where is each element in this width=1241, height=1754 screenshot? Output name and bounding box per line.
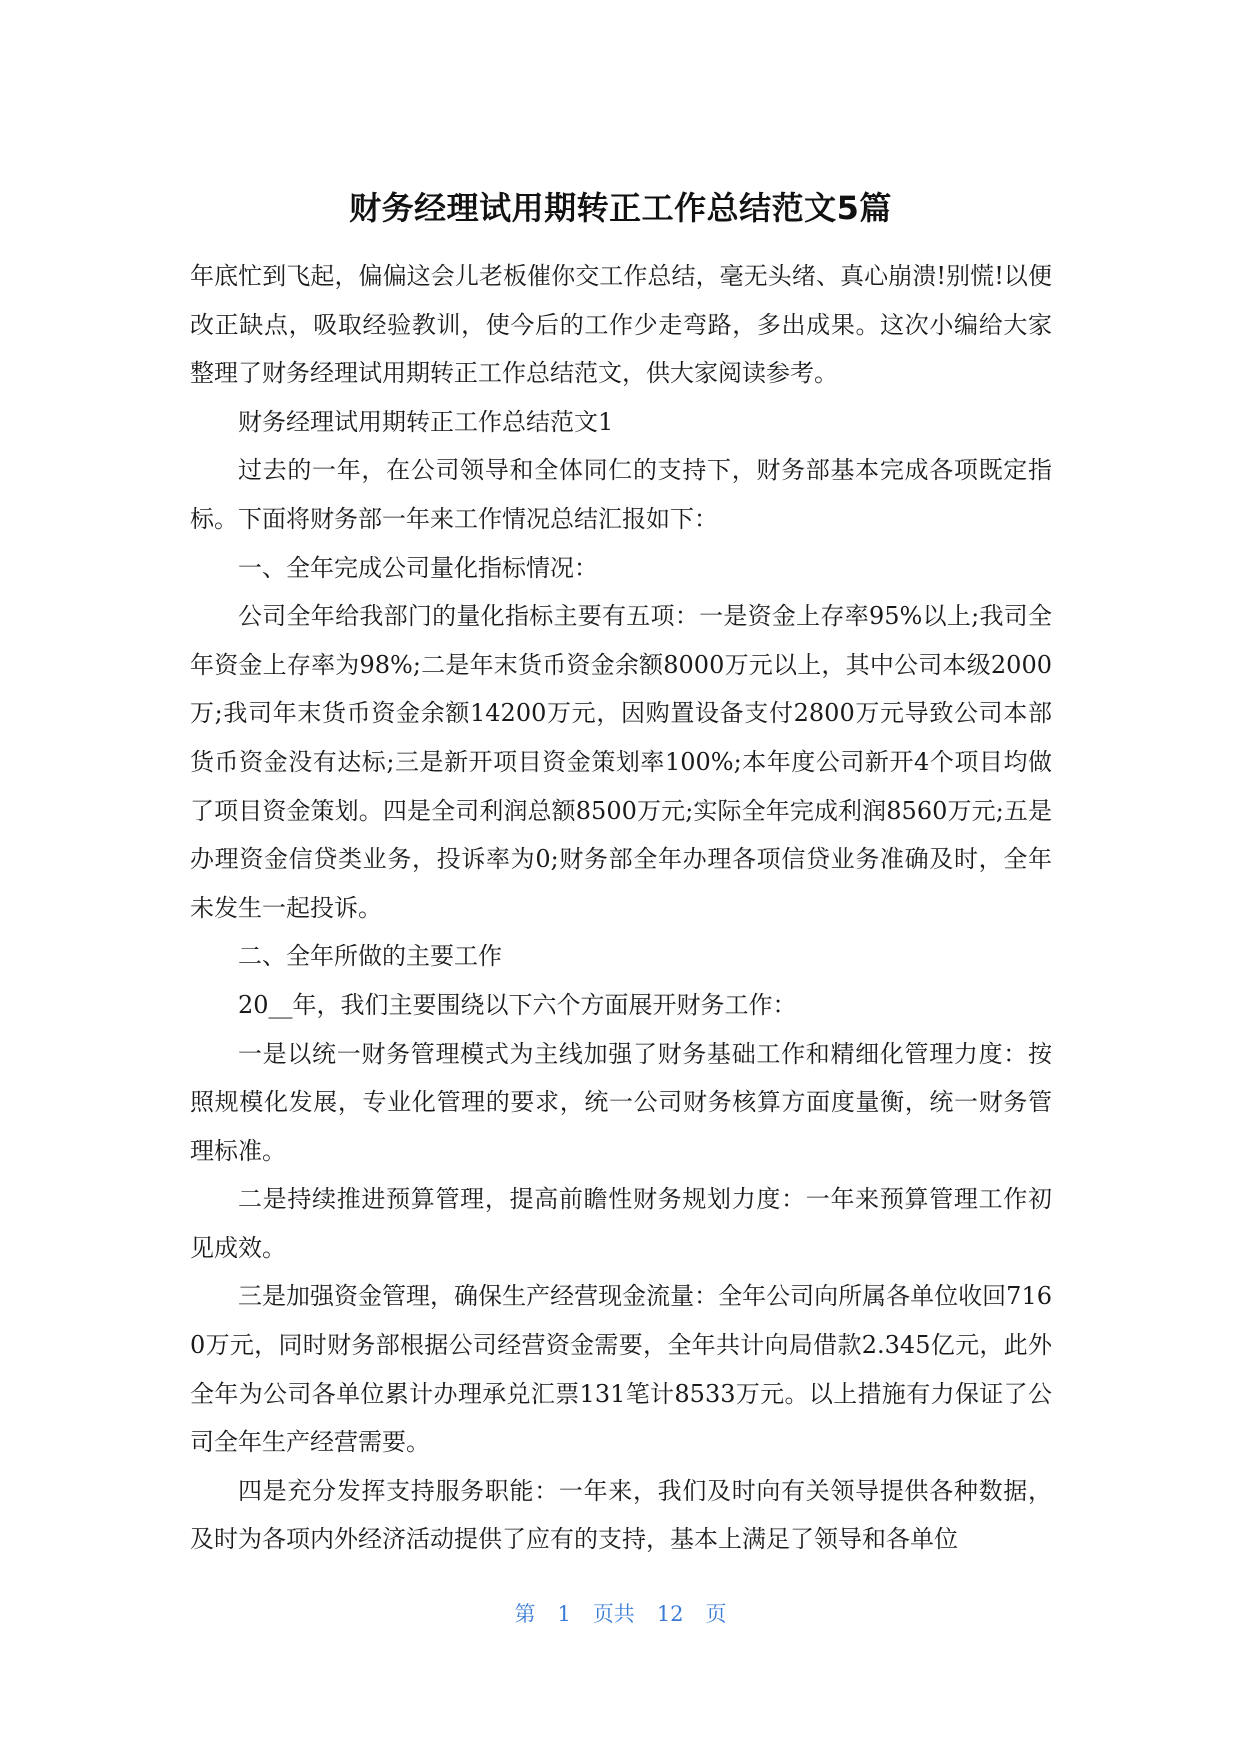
document-body [190, 252, 1052, 1564]
paragraph-intro: 年底忙到飞起，偏偏这会儿老板催你交工作总结，毫无头绪、真心崩溃!别慌!以便改正缺点，吸取经验教训，使今后的工作少走弯路，多出成果。这次小编给大家整理了财务经理试用期转正工作总结范文，供大家阅读参考。 [190, 262, 1052, 388]
paragraph-subheading: 二、全年所做的主要工作 [238, 942, 502, 971]
footer-label-of: 页共 [592, 1602, 635, 1626]
paragraph: 四是充分发挥支持服务职能：一年来，我们及时向有关领导提供各种数据，及时为各项内外经济活动提供了应有的支持，基本上满足了领导和各单位 [190, 1476, 1052, 1554]
paragraph: 过去的一年，在公司领导和全体同仁的支持下，财务部基本完成各项既定指标。下面将财务部一年来工作情况总结汇报如下： [190, 456, 1052, 533]
paragraph-section-heading: 财务经理试用期转正工作总结范文1 [238, 407, 614, 436]
paragraph-subheading: 一、全年完成公司量化指标情况： [238, 553, 598, 582]
paragraph: 20__年，我们主要围绕以下六个方面展开财务工作： [238, 990, 797, 1019]
footer-label-end: 页 [705, 1602, 727, 1626]
paragraph: 一是以统一财务管理模式为主线加强了财务基础工作和精细化管理力度：按照规模化发展，专业化管理的要求，统一公司财务核算方面度量衡，统一财务管理标准。 [190, 1039, 1052, 1165]
paragraph: 三是加强资金管理，确保生产经营现金流量：全年公司向所属各单位收回7160万元，同时财务部根据公司经营资金需要，全年共计向局借款2.345亿元，此外全年为公司各单位累计办理承兑汇票131笔计8533万元。以上措施有力保证了公司全年生产经营需要。 [190, 1282, 1052, 1457]
footer-label-page: 第 [514, 1602, 536, 1626]
footer-total-pages: 12 [656, 1602, 684, 1626]
paragraph: 公司全年给我部门的量化指标主要有五项：一是资金上存率95%以上;我司全年资金上存率为98%;二是年末货币资金余额8000万元以上，其中公司本级2000万;我司年末货币资金余额14200万元，因购置设备支付2800万元导致公司本部货币资金没有达标;三是新开项目资金策划率100%;本年度公司新开4个项目均做了项目资金策划。四是全司利润总额8500万元;实际全年完成利润8560万元;五是办理资金信贷类业务，投诉率为0;财务部全年办理各项信贷业务准确及时，全年未发生一起投诉。 [190, 602, 1052, 922]
document-title: 财务经理试用期转正工作总结范文5篇 [349, 189, 892, 227]
page-footer [0, 1599, 1241, 1629]
paragraph: 二是持续推进预算管理，提高前瞻性财务规划力度：一年来预算管理工作初见成效。 [190, 1185, 1052, 1262]
footer-current-page: 1 [557, 1602, 571, 1626]
